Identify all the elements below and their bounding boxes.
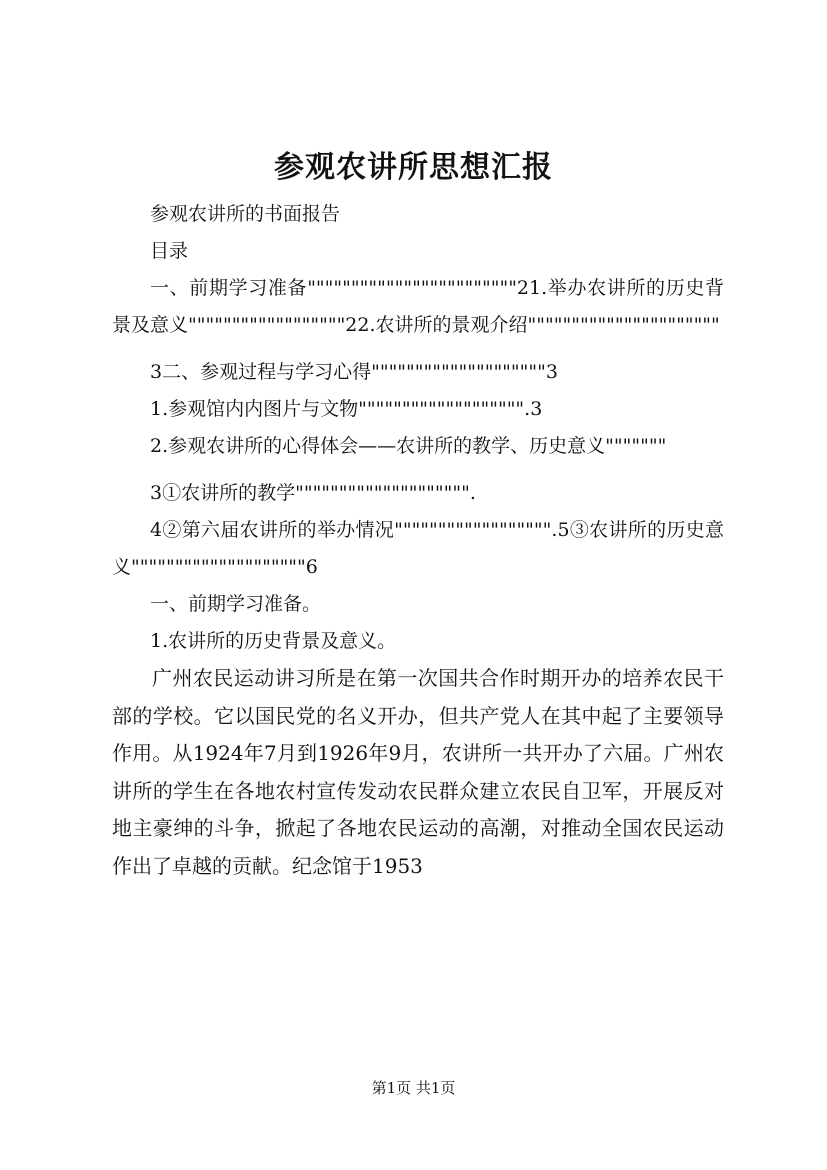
toc-entry: 3①农讲所的教学"""""""""""""""""""". [150, 482, 476, 504]
document-body [112, 196, 724, 885]
document-title: 参观农讲所思想汇报 [274, 150, 553, 185]
section-heading: 一、前期学习准备。 [150, 593, 322, 615]
toc-entry: 4②第六届农讲所的举办情况"""""""""""""""""".5③农讲所的历史意义""""""""""""""""""""6 [112, 519, 724, 578]
body-paragraph: 广州农民运动讲习所是在第一次国共合作时期开办的培养农民干部的学校。它以国民党的名义开办，但共产党人在其中起了主要领导作用。从1924年7月到1926年9月，农讲所一共开办了六届。广州农讲所的学生在各地农村宣传发动农民群众建立农民自卫军，开展反对地主豪绅的斗争，掀起了各地农民运动的高潮，对推动全国农民运动作出了卓越的贡献。纪念馆于1953 [112, 666, 724, 878]
subsection-heading: 1.农讲所的历史背景及意义。 [150, 630, 397, 652]
toc-entry: 2.参观农讲所的心得体会——农讲所的教学、历史意义""""""" [150, 435, 667, 457]
toc-heading: 目录 [150, 240, 189, 262]
toc-entry: 一、前期学习准备""""""""""""""""""""""""21.举办农讲所的历史背景及意义""""""""""""""""""22.农讲所的景观介绍"""""""""""""""""""""" [112, 277, 724, 336]
report-subtitle: 参观农讲所的书面报告 [150, 203, 341, 225]
toc-entry: 1.参观馆内内图片与文物""""""""""""""""""".3 [150, 398, 543, 420]
toc-entry: 3二、参观过程与学习心得""""""""""""""""""""3 [150, 361, 558, 383]
page-footer: 第1页 共1页 [371, 1079, 456, 1097]
